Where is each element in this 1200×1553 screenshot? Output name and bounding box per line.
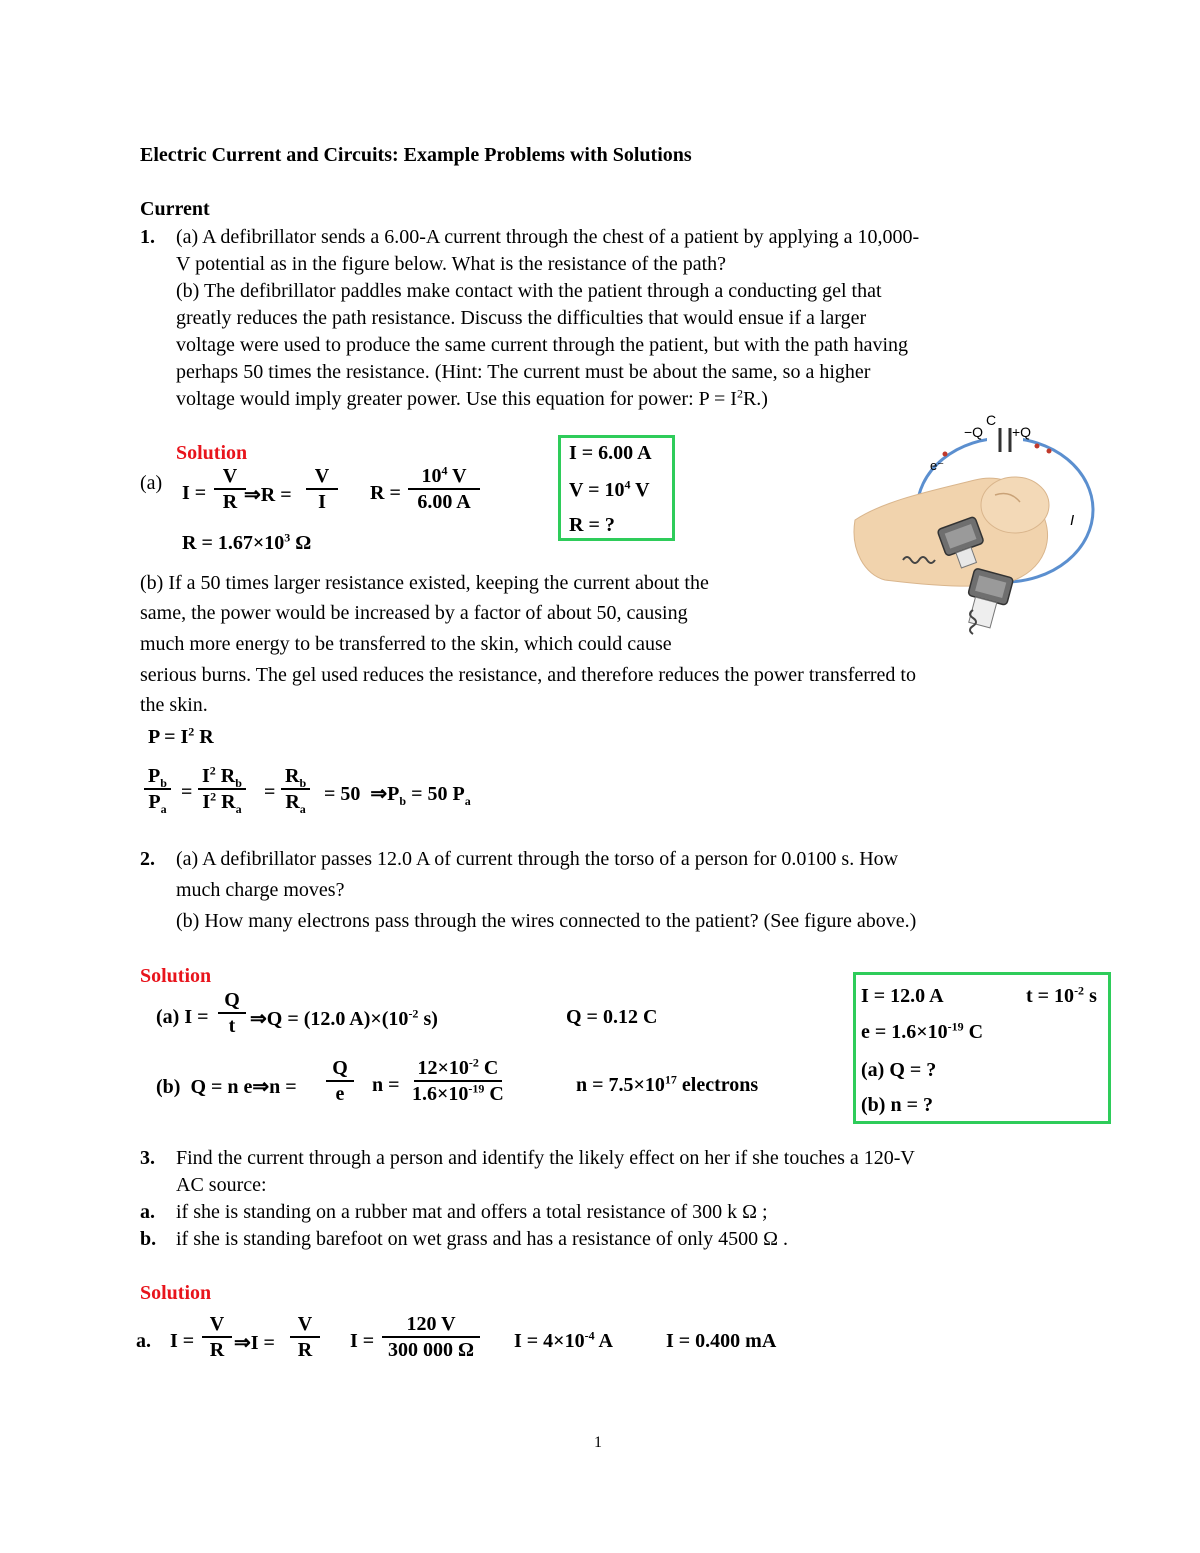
part-b-line: serious burns. The gel used reduces the resistance, and therefore reduces the power transferred to xyxy=(140,664,916,686)
current-formula: I = xyxy=(350,1330,375,1352)
problem-3-a-label: a. xyxy=(140,1201,155,1223)
problem-1-line: greatly reduces the path resistance. Discuss the difficulties that would ensue if a larger xyxy=(176,307,867,329)
problem-3-b-label: b. xyxy=(140,1228,157,1250)
fraction-n-value: $\frac{12\times 10^{-2} C}{1.6\times 10^{-19} C}$ xyxy=(412,1055,504,1105)
implies-arrow: ⇒I = xyxy=(234,1332,275,1354)
power-formula: $P = I^2$ R xyxy=(148,724,214,748)
figure-label-electron: e⁻ xyxy=(930,458,945,473)
charge-formula: ⇒Q = (12.0 $A)\times(10^{-2}$ s) xyxy=(250,1006,438,1030)
problem-2-line: (a) A defibrillator passes 12.0 A of current through the torso of a person for 0.0100 s. How xyxy=(176,848,899,870)
given-box-1 xyxy=(558,435,675,541)
equals-sign: = xyxy=(264,781,276,803)
problem-3-line: AC source: xyxy=(176,1174,267,1196)
part-a-label: (a) xyxy=(140,472,163,494)
fraction-q-over-e: $\frac{Q}{e}$ xyxy=(326,1056,354,1106)
fraction-v-over-i: $\frac{V}{I}$ xyxy=(306,464,338,514)
problem-2-number: 2. xyxy=(140,848,155,870)
formula-ohm: I = xyxy=(182,482,207,504)
current-answer: $I = 4\times 10^{-4}$ A xyxy=(514,1328,613,1352)
fraction-pb-pa: $\frac{P_b}{P_a}$ xyxy=(144,764,171,814)
find-electrons: (b) n = ? xyxy=(861,1094,933,1116)
defibrillator-figure xyxy=(845,410,1105,650)
fraction-current-value: $\frac{120 V}{300 000 \Omega}$ xyxy=(382,1312,480,1362)
problem-3-a-text: if she is standing on a rubber mat and offers a total resistance of 300 k Ω ; xyxy=(176,1201,768,1223)
figure-label-current: I xyxy=(1070,512,1075,529)
page-title: Electric Current and Circuits: Example Problems with Solutions xyxy=(140,144,692,166)
ohm-formula: I = xyxy=(170,1330,195,1352)
part-b-line: much more energy to be transferred to the skin, which could cause xyxy=(140,633,672,655)
part-b-line: same, the power would be increased by a factor of about 50, causing xyxy=(140,602,688,624)
fraction-v-over-r: $\frac{V}{R}$ xyxy=(290,1312,320,1362)
page-number: 1 xyxy=(594,1434,602,1451)
given-current: I = 6.00 A xyxy=(569,442,652,464)
fraction-i2rb-i2ra: $\frac{I^2 R_b}{I^2 R_a}$ xyxy=(198,764,246,814)
solution-label: Solution xyxy=(176,442,248,464)
given-time: $t = 10^{-2}$ s xyxy=(1026,983,1097,1007)
figure-label-c: C xyxy=(986,412,997,428)
figure-label-minus-q: −Q xyxy=(964,424,984,440)
problem-1-line: (a) A defibrillator sends a 6.00-A current through the chest of a patient by applying a 10,000- xyxy=(176,226,920,248)
problem-1-number: 1. xyxy=(140,226,155,248)
problem-1-line-last: voltage would imply greater power. Use this equation for power: $P = I^2R$.) xyxy=(176,386,768,410)
fraction-q-over-t: $\frac{Q}{t}$ xyxy=(218,988,246,1038)
part-b-line: (b) If a 50 times larger resistance existed, keeping the current about the xyxy=(140,572,709,594)
n-formula: n = xyxy=(372,1074,400,1096)
current-answer-ma: I = 0.400 mA xyxy=(666,1330,777,1352)
formula-r: R = xyxy=(370,482,401,504)
given-resistance: R = ? xyxy=(569,514,615,536)
problem-3-line: Find the current through a person and identify the likely effect on her if she touches a 120-V xyxy=(176,1147,915,1169)
problem-1-line: (b) The defibrillator paddles make contact with the patient through a conducting gel that xyxy=(176,280,882,302)
problem-1-line: V potential as in the figure below. What is the resistance of the path? xyxy=(176,253,727,275)
problem-3-b-text: if she is standing barefoot on wet grass and has a resistance of only 4500 Ω . xyxy=(176,1228,788,1250)
answer-r: $R = 1.67\times 10^3$ Ω xyxy=(182,530,312,554)
solution-a-label: a. xyxy=(136,1330,151,1352)
problem-1-line: perhaps 50 times the resistance. (Hint: The current must be about the same, so a higher xyxy=(176,361,871,383)
part-b-line: the skin. xyxy=(140,694,208,716)
problem-3-number: 3. xyxy=(140,1147,155,1169)
fraction-rb-ra: $\frac{R_b}{R_a}$ xyxy=(281,764,310,814)
charge-answer: Q = 0.12 C xyxy=(566,1006,658,1028)
find-charge: (a) Q = ? xyxy=(861,1059,937,1081)
given-current: I = 12.0 A xyxy=(861,985,944,1007)
part-b-formula: (b) Q = n e⇒n = xyxy=(156,1076,297,1098)
power-result: = 50 $\Rightarrow P_b = 50$ $P_a$ xyxy=(324,783,471,808)
problem-1-line: voltage were used to produce the same current through the patient, but with the path having xyxy=(176,334,909,356)
solution-label: Solution xyxy=(140,1282,212,1304)
fraction-v-over-r: $\frac{V}{R}$ xyxy=(214,464,246,514)
problem-2-line: (b) How many electrons pass through the wires connected to the patient? (See figure above.) xyxy=(176,910,917,932)
problem-2-line: much charge moves? xyxy=(176,879,345,901)
solution-label: Solution xyxy=(140,965,212,987)
implies-arrow: ⇒R = xyxy=(244,484,292,506)
fraction-v-over-r: $\frac{V}{R}$ xyxy=(202,1312,232,1362)
given-charge: $e = 1.6\times 10^{-19}$ C xyxy=(861,1019,984,1043)
fraction-r-value: $\frac{10^4 V}{6.00 A}$ xyxy=(408,464,480,514)
n-answer: $n = 7.5\times 10^{17}$ electrons xyxy=(576,1072,759,1096)
given-box-2 xyxy=(853,972,1111,1124)
part-a-formula: (a) I = xyxy=(156,1006,209,1028)
figure-label-plus-q: +Q xyxy=(1012,424,1032,440)
section-heading: Current xyxy=(140,198,210,220)
given-voltage: $V = 10^4$ V xyxy=(569,477,650,501)
equals-sign: = xyxy=(181,781,193,803)
